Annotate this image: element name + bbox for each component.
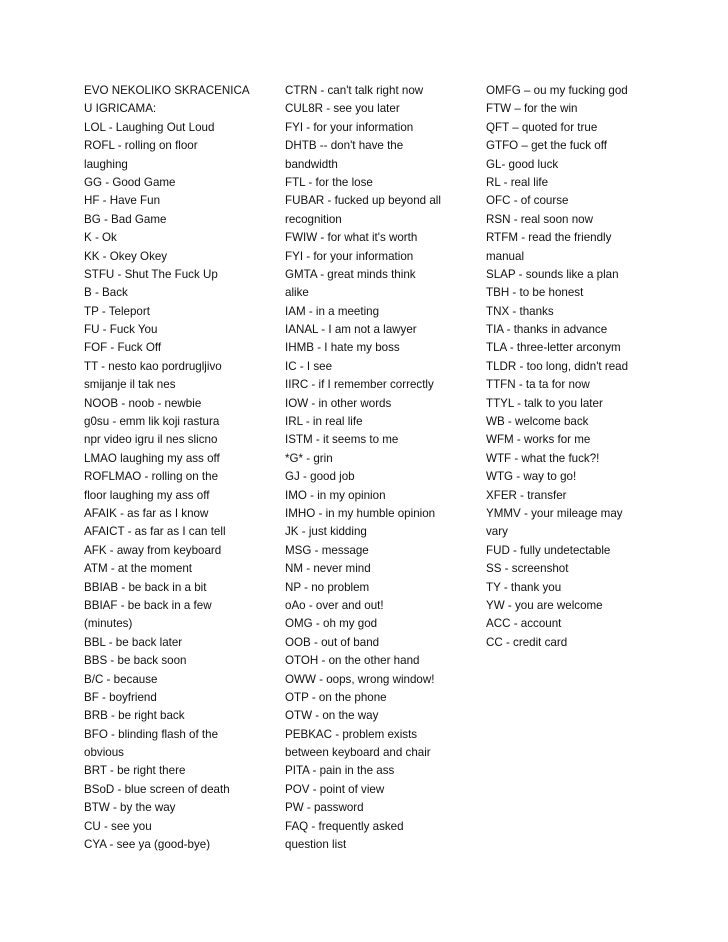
text-line: TTYL - talk to you later <box>486 396 603 410</box>
text-line: manual <box>486 249 525 263</box>
text-line: BRB - be right back <box>84 709 185 723</box>
text-line: SS - screenshot <box>486 562 569 576</box>
text-line: IMO - in my opinion <box>285 488 386 502</box>
text-line: NOOB - noob - newbie <box>84 396 202 410</box>
text-line: B/C - because <box>84 672 158 686</box>
text-line: WTG - way to go! <box>486 470 577 484</box>
text-line: TLA - three-letter arconym <box>486 341 621 355</box>
text-line: TP - Teleport <box>84 304 150 318</box>
text-line: CC - credit card <box>486 635 568 649</box>
text-line: LOL - Laughing Out Loud <box>84 120 215 134</box>
text-line: EVO NEKOLIKO SKRACENICA <box>84 84 250 97</box>
text-line: OTOH - on the other hand <box>285 654 420 668</box>
text-line: TLDR - too long, didn't read <box>486 359 629 373</box>
text-line: smijanje il tak nes <box>84 378 176 392</box>
text-line: WTF - what the fuck?! <box>486 451 600 465</box>
text-line: U IGRICAMA: <box>84 102 157 116</box>
text-line: BFO - blinding flash of the <box>84 727 219 741</box>
text-line: TBH - to be honest <box>486 286 584 300</box>
text-line: FTW – for the win <box>486 102 578 116</box>
text-line: PITA - pain in the ass <box>285 764 395 778</box>
text-line: IHMB - I hate my boss <box>285 341 400 355</box>
text-line: GG - Good Game <box>84 175 176 189</box>
text-line: DHTB -- don't have the <box>285 139 404 153</box>
text-line: FOF - Fuck Off <box>84 341 162 355</box>
text-line: GJ - good job <box>285 470 355 484</box>
text-line: FUD - fully undetectable <box>486 543 611 557</box>
column-2 <box>285 82 475 854</box>
text-line: IANAL - I am not a lawyer <box>285 323 417 337</box>
text-line: BG - Bad Game <box>84 212 167 226</box>
text-line: recognition <box>285 212 342 226</box>
text-line: bandwidth <box>285 157 338 171</box>
text-line: OTW - on the way <box>285 709 379 723</box>
text-line: FWIW - for what it's worth <box>285 231 418 245</box>
text-line: ROFLMAO - rolling on the <box>84 470 219 484</box>
text-line: BBIAF - be back in a few <box>84 598 212 612</box>
text-line: PW - password <box>285 801 364 815</box>
text-line: (minutes) <box>84 617 133 631</box>
text-line: CTRN - can't talk right now <box>285 84 424 97</box>
text-line: IMHO - in my humble opinion <box>285 506 436 520</box>
text-line: obvious <box>84 746 124 760</box>
text-line: RSN - real soon now <box>486 212 593 226</box>
text-line: JK - just kidding <box>285 525 367 539</box>
text-line: OTP - on the phone <box>285 690 387 704</box>
column-1 <box>84 82 274 854</box>
text-line: FYI - for your information <box>285 120 414 134</box>
text-line: oAo - over and out! <box>285 598 384 612</box>
text-line: TIA - thanks in advance <box>486 323 608 337</box>
text-line: ACC - account <box>486 617 562 631</box>
text-line: TTFN - ta ta for now <box>486 378 590 392</box>
text-line: BBIAB - be back in a bit <box>84 580 207 594</box>
text-line: IIRC - if I remember correctly <box>285 378 434 392</box>
text-line: AFAICT - as far as I can tell <box>84 525 226 539</box>
text-line: vary <box>486 525 508 539</box>
text-line: STFU - Shut The Fuck Up <box>84 267 218 281</box>
text-line: GMTA - great minds think <box>285 267 416 281</box>
text-line: GTFO – get the fuck off <box>486 139 607 153</box>
text-line: YW - you are welcome <box>486 598 603 612</box>
text-line: CU - see you <box>84 819 152 833</box>
text-line: laughing <box>84 157 128 171</box>
text-line: OMG - oh my god <box>285 617 378 631</box>
text-line: WB - welcome back <box>486 415 589 429</box>
text-line: OMFG – ou my fucking god <box>486 84 628 97</box>
text-line: KK - Okey Okey <box>84 249 168 263</box>
text-line: ROFL - rolling on floor <box>84 139 198 153</box>
text-line: g0su - emm lik koji rastura <box>84 415 220 429</box>
text-line: YMMV - your mileage may <box>486 506 623 520</box>
text-line: MSG - message <box>285 543 369 557</box>
text-line: floor laughing my ass off <box>84 488 210 502</box>
text-line: AFAIK - as far as I know <box>84 506 209 520</box>
text-line: NP - no problem <box>285 580 370 594</box>
text-line: NM - never mind <box>285 562 371 576</box>
text-line: GL- good luck <box>486 157 559 171</box>
text-line: *G* - grin <box>285 451 333 465</box>
text-line: FU - Fuck You <box>84 323 158 337</box>
text-line: OOB - out of band <box>285 635 380 649</box>
text-line: ATM - at the moment <box>84 562 193 576</box>
text-line: RL - real life <box>486 175 549 189</box>
text-line: TT - nesto kao pordrugljivo <box>84 359 222 373</box>
text-line: CYA - see ya (good-bye) <box>84 838 211 852</box>
text-line: FTL - for the lose <box>285 175 373 189</box>
text-line: WFM - works for me <box>486 433 591 447</box>
text-line: BBL - be back later <box>84 635 183 649</box>
text-line: IRL - in real life <box>285 415 363 429</box>
text-line: SLAP - sounds like a plan <box>486 267 619 281</box>
text-line: XFER - transfer <box>486 488 567 502</box>
text-line: FYI - for your information <box>285 249 414 263</box>
text-line: alike <box>285 286 309 300</box>
text-line: K - Ok <box>84 231 117 245</box>
text-line: TNX - thanks <box>486 304 554 318</box>
text-line: QFT – quoted for true <box>486 120 598 134</box>
text-line: POV - point of view <box>285 782 385 796</box>
text-line: CUL8R - see you later <box>285 102 400 116</box>
text-line: BSoD - blue screen of death <box>84 782 230 796</box>
text-line: BTW - by the way <box>84 801 176 815</box>
text-line: RTFM - read the friendly <box>486 231 612 245</box>
text-line: question list <box>285 838 347 852</box>
text-line: LMAO laughing my ass off <box>84 451 220 465</box>
text-line: between keyboard and chair <box>285 746 431 760</box>
text-line: IC - I see <box>285 359 333 373</box>
text-line: ISTM - it seems to me <box>285 433 399 447</box>
column-3 <box>486 82 686 652</box>
text-line: BBS - be back soon <box>84 654 187 668</box>
text-line: BF - boyfriend <box>84 690 157 704</box>
text-line: TY - thank you <box>486 580 562 594</box>
text-line: npr video igru il nes slicno <box>84 433 218 447</box>
text-line: AFK - away from keyboard <box>84 543 222 557</box>
text-line: OWW - oops, wrong window! <box>285 672 435 686</box>
text-line: IAM - in a meeting <box>285 304 380 318</box>
text-line: FUBAR - fucked up beyond all <box>285 194 441 208</box>
text-line: IOW - in other words <box>285 396 392 410</box>
text-line: PEBKAC - problem exists <box>285 727 418 741</box>
text-line: OFC - of course <box>486 194 569 208</box>
text-line: BRT - be right there <box>84 764 186 778</box>
text-line: FAQ - frequently asked <box>285 819 404 833</box>
text-line: B - Back <box>84 286 128 300</box>
text-line: HF - Have Fun <box>84 194 161 208</box>
